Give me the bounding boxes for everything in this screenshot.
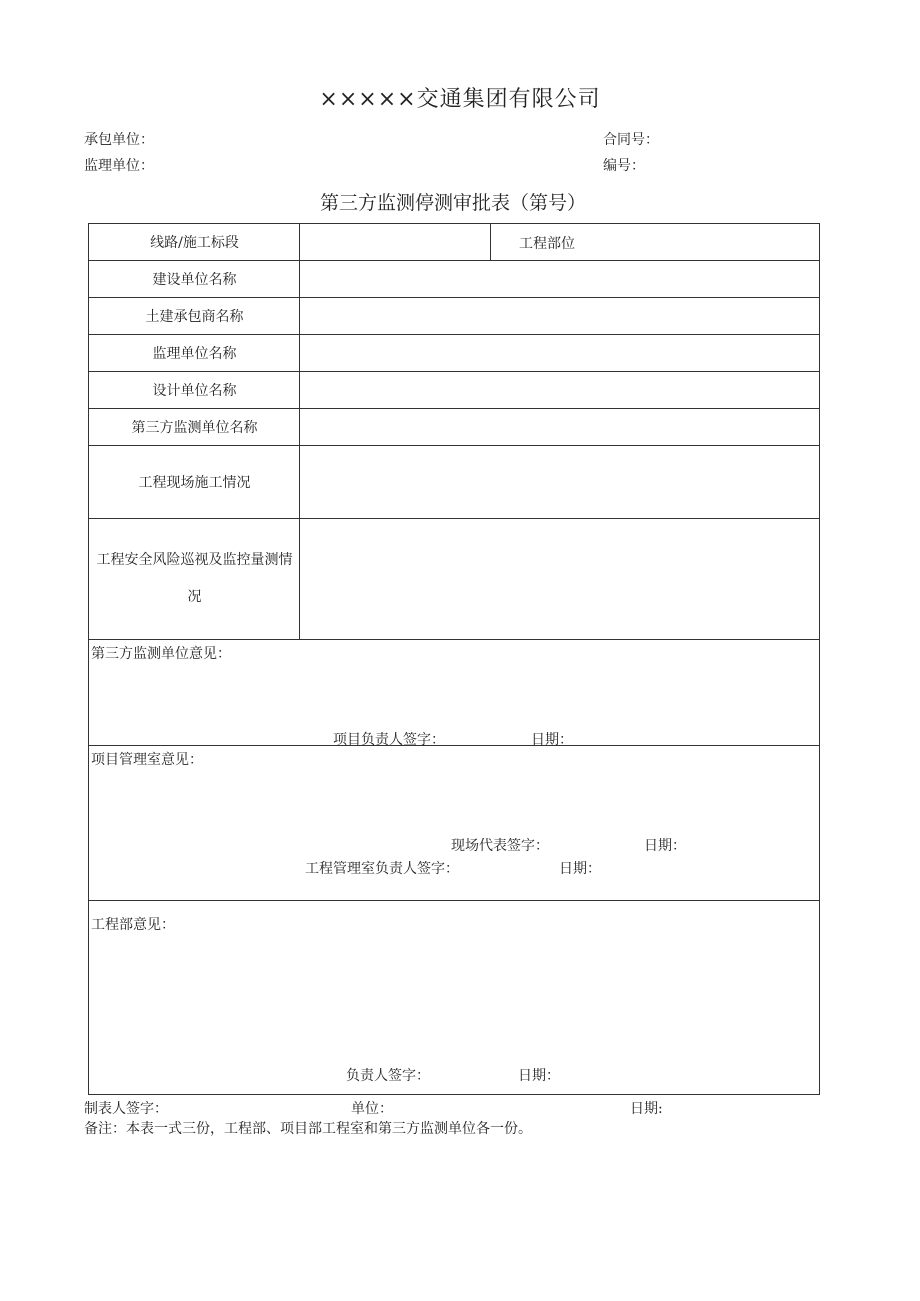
remarks-note: 备注：本表一式三份，工程部、项目部工程室和第三方监测单位各一份。 xyxy=(84,1121,532,1137)
owner-name-label: 建设单位名称 xyxy=(152,272,237,288)
dept-date-label: 日期： xyxy=(518,1068,560,1084)
mgmt-opinion-label: 项目管理室意见： xyxy=(91,752,203,768)
row-divider xyxy=(89,900,819,901)
serial-no-label: 编号： xyxy=(603,158,645,174)
supervisor-name-label: 监理单位名称 xyxy=(152,346,237,362)
dept-sign-label: 负责人签字： xyxy=(346,1068,430,1084)
preparer-sign-label: 制表人签字： xyxy=(84,1101,168,1117)
unit-label: 单位： xyxy=(351,1101,393,1117)
row-divider xyxy=(89,745,819,746)
contract-no-label: 合同号： xyxy=(603,132,659,148)
row-divider xyxy=(89,639,819,640)
designer-name-label: 设计单位名称 xyxy=(152,383,237,399)
civil-contractor-label: 土建承包商名称 xyxy=(145,309,244,325)
part-column-divider xyxy=(490,224,491,260)
approval-form-table xyxy=(88,223,820,1095)
dept-opinion-label: 工程部意见： xyxy=(91,917,175,933)
contractor-label: 承包单位： xyxy=(84,132,154,148)
footer-date-label: 日期: xyxy=(630,1101,663,1117)
company-name: ×××××交通集团有限公司 xyxy=(319,87,601,112)
supervisor-label: 监理单位： xyxy=(84,158,154,174)
third-party-opinion-label: 第三方监测单位意见： xyxy=(91,646,231,662)
line-section-label: 线路/施工标段 xyxy=(150,235,239,251)
third-party-date-label: 日期： xyxy=(531,732,573,748)
third-party-sign-label: 项目负责人签字： xyxy=(333,732,445,748)
mgmt-head-date-label: 日期： xyxy=(559,861,601,877)
site-rep-date-label: 日期： xyxy=(644,838,686,854)
mgmt-head-sign-label: 工程管理室负责人签字： xyxy=(305,861,459,877)
form-title: 第三方监测停测审批表（第号） xyxy=(319,192,586,214)
third-party-name-label: 第三方监测单位名称 xyxy=(131,420,258,436)
risk-patrol-label: 工程安全风险巡视及监控量测情况 xyxy=(96,552,293,605)
site-status-label: 工程现场施工情况 xyxy=(138,475,251,491)
project-part-label: 工程部位 xyxy=(519,236,575,252)
site-rep-sign-label: 现场代表签字： xyxy=(451,838,549,854)
